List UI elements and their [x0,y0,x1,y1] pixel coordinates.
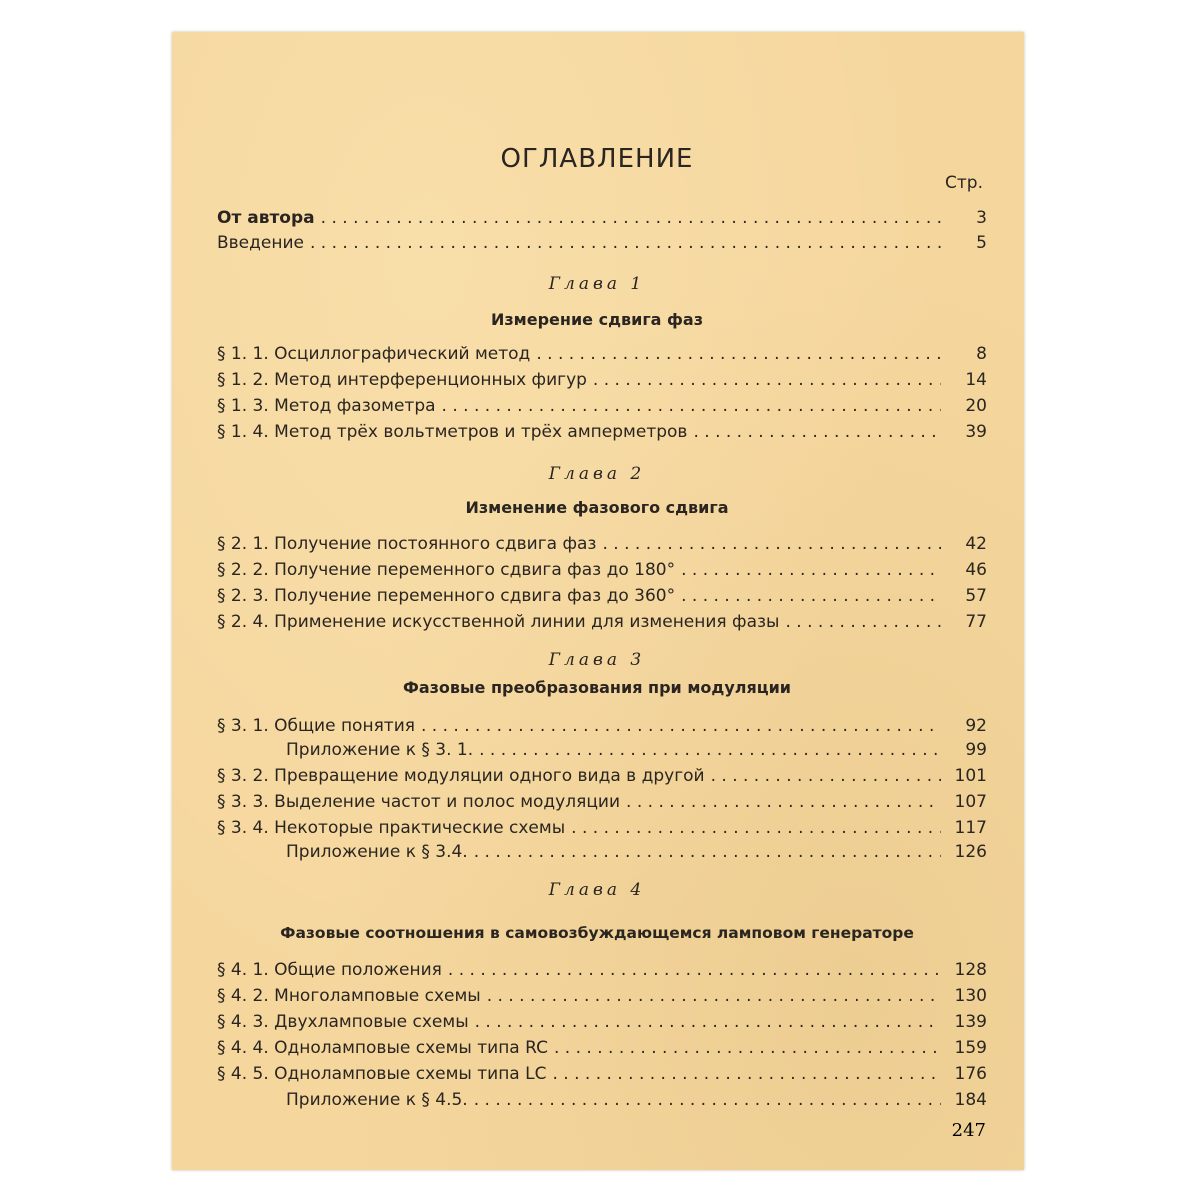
entry-label: § 4. 3. Двухламповые схемы [217,1012,469,1032]
entry-page: 184 [954,1090,987,1110]
leader-dots [442,394,941,418]
toc-entry [217,1010,987,1034]
entry-label: § 1. 2. Метод интерференционных фигур [217,370,587,390]
entry-label: § 3. 1. Общие понятия [217,716,415,736]
entry-label: § 2. 2. Получение переменного сдвига фаз до 180° [217,560,676,580]
page-number: 247 [951,1120,986,1141]
leader-dots [310,231,941,255]
toc-entry [217,714,987,738]
leader-dots [602,532,941,556]
entry-label: § 4. 2. Многоламповые схемы [217,986,481,1006]
entry-page: 14 [965,370,987,390]
toc-entry [217,584,987,608]
entry-page: 5 [976,233,987,253]
toc-entry [217,840,987,864]
leader-dots [552,1062,941,1086]
chapter-title: Фазовые соотношения в самовозбуждающемся ламповом генераторе [280,924,914,942]
entry-label: Приложение к § 3.4. [286,842,468,862]
toc-entry-author [217,206,987,230]
entry-label: Приложение к § 3. 1. [286,740,474,760]
leader-dots [421,714,941,738]
toc-entry [217,368,987,392]
toc-entry [217,558,987,582]
chapter-title: Фазовые преобразования при модуляции [402,678,792,697]
entry-page: 46 [965,560,987,580]
leader-dots [593,368,941,392]
leader-dots [681,584,941,608]
leader-dots [693,420,941,444]
entry-page: 107 [954,792,987,812]
entry-label: § 1. 4. Метод трёх вольтметров и трёх амперметров [217,422,688,442]
toc-entry [217,610,987,634]
entry-page: 57 [965,586,987,606]
entry-page: 139 [954,1012,987,1032]
leader-dots [479,738,941,762]
entry-label: § 1. 3. Метод фазометра [217,396,436,416]
toc-entry [217,1062,987,1086]
chapter-heading: Глава 1 [548,274,646,294]
chapter-title: Изменение фазового сдвига [465,498,729,517]
chapter-title: Измерение сдвига фаз [490,310,704,329]
entry-page: 159 [954,1038,987,1058]
entry-label: От автора [217,208,315,228]
leader-dots [571,816,941,840]
toc-entry [217,738,987,762]
entry-label: § 1. 1. Осциллографический метод [217,344,531,364]
entry-page: 92 [965,716,987,736]
toc-entry [217,984,987,1008]
chapter-heading: Глава 2 [548,464,646,484]
entry-label: § 3. 3. Выделение частот и полос модуляции [217,792,621,812]
toc-entry [217,394,987,418]
toc-entry [217,764,987,788]
entry-label: § 3. 4. Некоторые практические схемы [217,818,566,838]
entry-label: Введение [217,233,304,253]
toc-entry [217,342,987,366]
leader-dots [474,1088,941,1112]
entry-label: § 3. 2. Превращение модуляции одного вида в другой [217,766,705,786]
chapter-heading: Глава 3 [548,650,646,670]
entry-page: 126 [954,842,987,862]
toc-entry [217,958,987,982]
leader-dots [448,958,941,982]
entry-page: 117 [954,818,987,838]
entry-label: § 2. 4. Применение искусственной линии для изменения фазы [217,612,780,632]
entry-label: § 4. 4. Одноламповые схемы типа RC [217,1038,548,1058]
leader-dots [475,1010,941,1034]
leader-dots [474,840,941,864]
toc-entry [217,816,987,840]
leader-dots [321,206,941,230]
entry-label: § 2. 1. Получение постоянного сдвига фаз [217,534,597,554]
entry-page: 3 [976,208,987,228]
toc-entry [217,1088,987,1112]
toc-entry [217,790,987,814]
chapter-heading: Глава 4 [548,880,646,900]
entry-page: 42 [965,534,987,554]
book-page [172,32,1024,1170]
leader-dots [711,764,941,788]
toc-entry [217,420,987,444]
entry-page: 130 [954,986,987,1006]
entry-label: § 4. 5. Одноламповые схемы типа LC [217,1064,547,1084]
entry-page: 20 [965,396,987,416]
leader-dots [554,1036,941,1060]
toc-entry [217,532,987,556]
leader-dots [626,790,941,814]
toc-entry-intro [217,231,987,255]
leader-dots [487,984,941,1008]
entry-label: Приложение к § 4.5. [286,1090,468,1110]
leader-dots [536,342,941,366]
leader-dots [785,610,941,634]
leader-dots [681,558,941,582]
entry-page: 77 [965,612,987,632]
entry-label: § 2. 3. Получение переменного сдвига фаз до 360° [217,586,676,606]
entry-page: 176 [954,1064,987,1084]
entry-page: 99 [965,740,987,760]
entry-page: 8 [976,344,987,364]
entry-page: 101 [954,766,987,786]
page-title: ОГЛАВЛЕНИЕ [500,144,694,174]
page-column-label: Стр. [945,173,983,193]
entry-page: 39 [965,422,987,442]
toc-entry [217,1036,987,1060]
entry-label: § 4. 1. Общие положения [217,960,442,980]
entry-page: 128 [954,960,987,980]
